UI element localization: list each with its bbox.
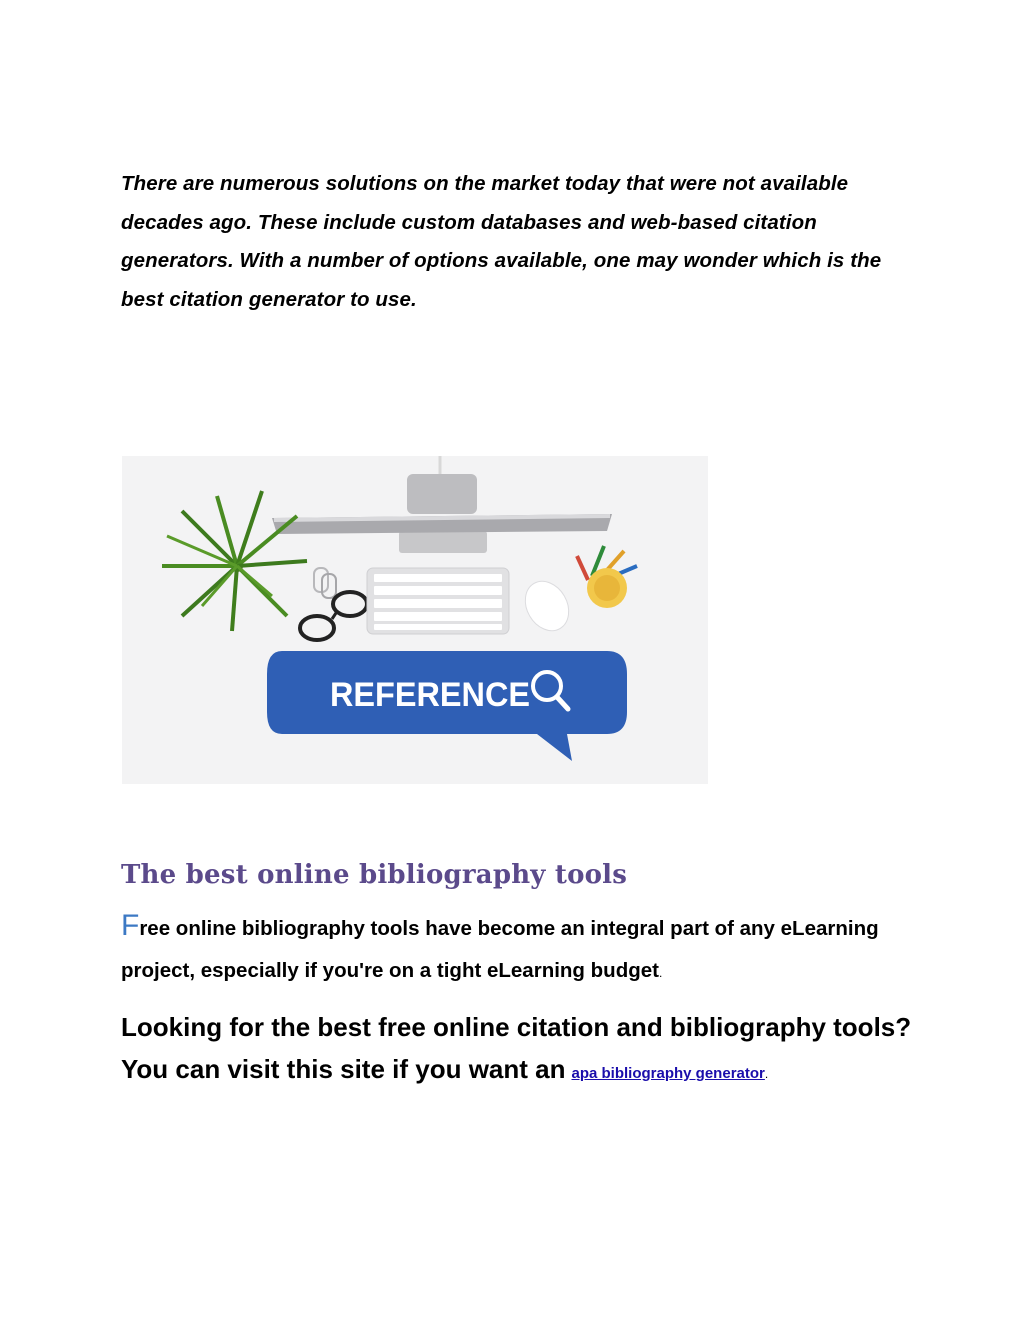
cta-text: Looking for the best free online citation and bibliography tools? You can visit this site if you want an: [121, 1012, 912, 1084]
section-heading: The best online bibliography tools: [121, 860, 628, 890]
drop-cap: F: [121, 909, 140, 942]
cta-paragraph: [121, 1006, 941, 1095]
keyboard-icon: [367, 568, 509, 634]
intro-paragraph: There are numerous solutions on the market today that were not available decades ago. These include custom databases and web-based citation generators. With a number of options available, one may wonder which is the best citation generator to use.: [121, 172, 882, 311]
section-paragraph: [121, 908, 901, 994]
reference-illustration: [122, 456, 708, 784]
section-paragraph-end: .: [658, 966, 663, 980]
section-paragraph-text: ree online bibliography tools have become an integral part of any eLearning project, especially if you're on a tight eLearning budget: [121, 917, 879, 982]
apa-generator-link[interactable]: apa bibliography generator: [571, 1065, 765, 1082]
cta-end: .: [764, 1067, 769, 1081]
banner-text: REFERENCE: [330, 676, 530, 714]
